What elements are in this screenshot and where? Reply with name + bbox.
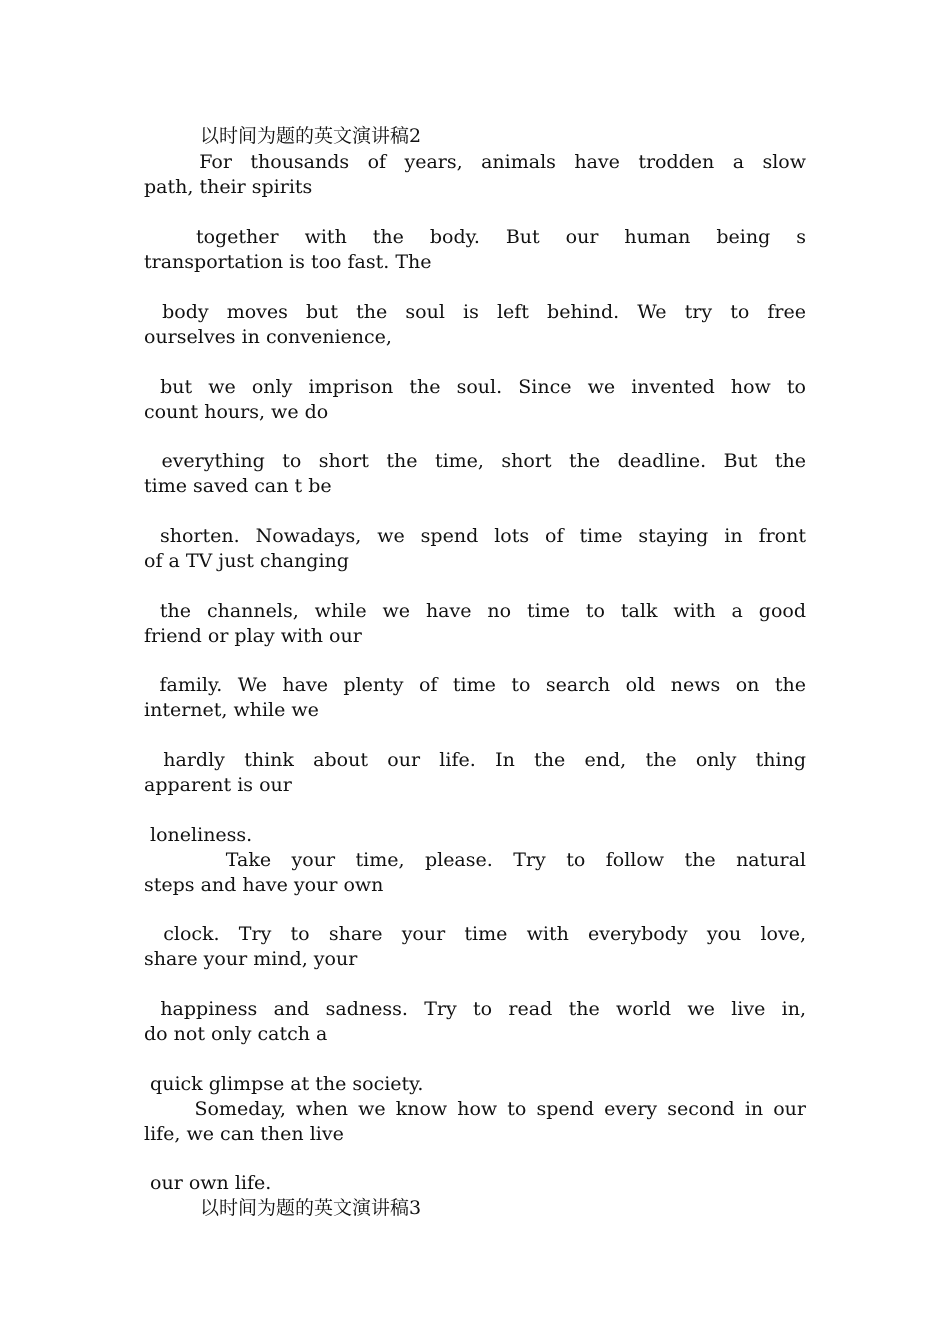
text-line: together with the body. But our human being s xyxy=(144,226,806,248)
text-line: family. We have plenty of time to search old news on the xyxy=(144,674,806,696)
text-line: hardly think about our life. In the end, the only thing xyxy=(144,749,806,771)
section-heading-2: 以时间为题的英文演讲稿2 xyxy=(200,125,422,147)
text-line: steps and have your own xyxy=(144,874,384,896)
text-line: Someday, when we know how to spend every second in our xyxy=(144,1098,806,1120)
text-line: internet, while we xyxy=(144,699,319,721)
text-line: ourselves in convenience, xyxy=(144,326,392,348)
text-line: quick glimpse at the society. xyxy=(144,1073,424,1095)
text-line: loneliness. xyxy=(144,824,253,846)
text-line: Take your time, please. Try to follow the natural xyxy=(144,849,806,871)
text-line: transportation is too fast. The xyxy=(144,251,432,273)
text-line: our own life. xyxy=(144,1172,272,1194)
section-heading-3: 以时间为题的英文演讲稿3 xyxy=(200,1197,422,1219)
text-line: do not only catch a xyxy=(144,1023,328,1045)
text-line: count hours, we do xyxy=(144,401,329,423)
text-line: happiness and sadness. Try to read the world we live in, xyxy=(144,998,806,1020)
text-line: but we only imprison the soul. Since we invented how to xyxy=(144,376,806,398)
text-line: everything to short the time, short the deadline. But the xyxy=(144,450,806,472)
text-line: For thousands of years, animals have trodden a slow xyxy=(144,151,806,173)
text-line: path, their spirits xyxy=(144,176,313,198)
text-line: shorten. Nowadays, we spend lots of time staying in front xyxy=(144,525,806,547)
text-line: apparent is our xyxy=(144,774,292,796)
text-line: life, we can then live xyxy=(144,1123,344,1145)
text-line: friend or play with our xyxy=(144,625,362,647)
text-line: share your mind, your xyxy=(144,948,358,970)
text-line: of a TV just changing xyxy=(144,550,349,572)
text-line: the channels, while we have no time to talk with a good xyxy=(144,600,806,622)
text-line: clock. Try to share your time with everybody you love, xyxy=(144,923,806,945)
text-line: time saved can t be xyxy=(144,475,332,497)
text-line: body moves but the soul is left behind. We try to free xyxy=(144,301,806,323)
